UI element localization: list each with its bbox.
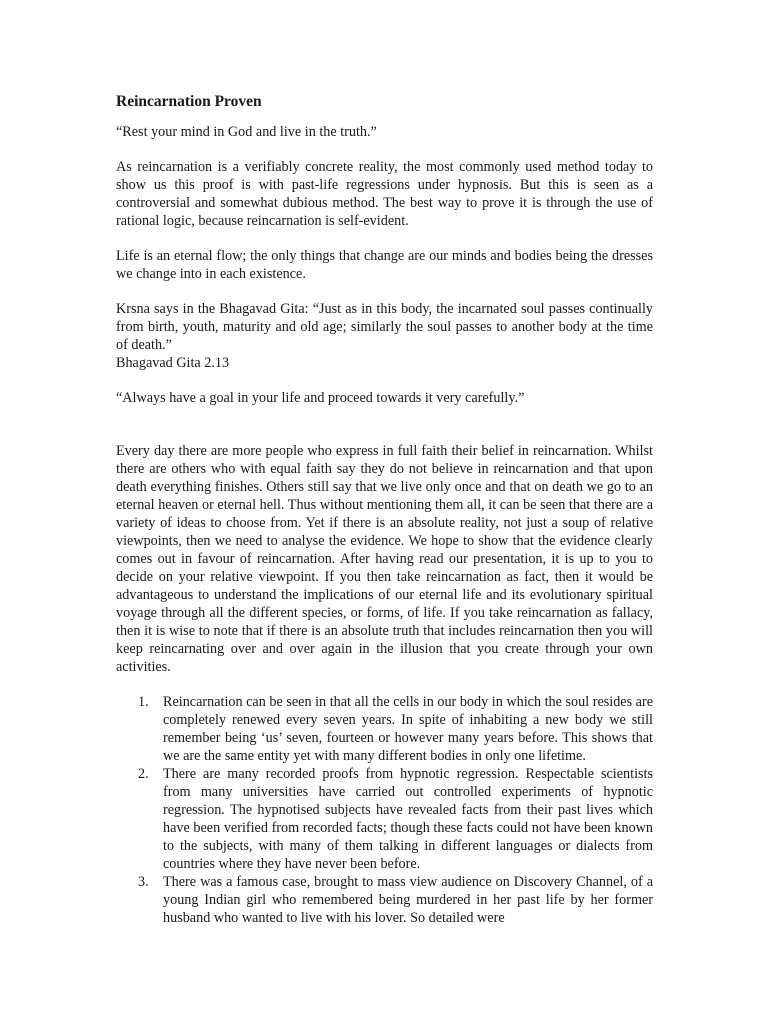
paragraph-eternal-flow: Life is an eternal flow; the only things that change are our minds and bodies being the dresses we change into in each existence.: [116, 248, 653, 282]
evidence-list: [116, 693, 653, 927]
list-item-text: There was a famous case, brought to mass view audience on Discovery Channel, of a young Indian girl who remembered being murdered in her past life by her former husband who wanted to live with his lover. So detailed were: [163, 874, 653, 926]
paragraph-beliefs: Every day there are more people who express in full faith their belief in reincarnation. Whilst there are others who with equal faith say they do not believe in reincarnation and that upon death everything finishes. Others still say that we live only once and that on death we go to an eternal heaven or eternal hell. Thus without mentioning them all, it can be seen that there are a variety of ideas to choose from. Yet if there is an absolute reality, not just a soup of relative viewpoints, then we need to analyse the evidence. We hope to show that the evidence clearly comes out in favour of reincarnation. After having read our presentation, it is up to you to decide on your relative viewpoint. If you then take reincarnation as fact, then it would be advantageous to understand the implications of our eternal life and its evolutionary spiritual voyage through all the different species, or forms, of life. If you take reincarnation as fallacy, then it is wise to note that if there is an absolute truth that includes reincarnation then you will keep reincarnating over and over again in the illusion that you create through your own activities.: [116, 443, 653, 675]
list-item-text: There are many recorded proofs from hypnotic regression. Respectable scientists from many universities have carried out controlled experiments of hypnotic regression. The hypnotised subjects have revealed facts from their past lives which have been verified from recorded facts; though these facts could not have been known to the subjects, with many of them talking in different languages or dialects from countries where they have never been before.: [163, 766, 653, 872]
list-item-text: Reincarnation can be seen in that all the cells in our body in which the soul resides are completely renewed every seven years. In spite of inhabiting a new body we still remember being ‘us’ seven, fourteen or however many years before. This shows that we are the same entity yet with many different bodies in only one lifetime.: [163, 694, 653, 764]
list-item-number: 2.: [138, 766, 149, 782]
list-item: [116, 873, 653, 927]
list-item: [116, 765, 653, 873]
paragraph-krsna-quote: Krsna says in the Bhagavad Gita: “Just as in this body, the incarnated soul passes continually from birth, youth, maturity and old age; similarly the soul passes to another body at the time of death.”: [116, 301, 653, 353]
list-item-number: 1.: [138, 694, 149, 710]
opening-quote: “Rest your mind in God and live in the truth.”: [116, 124, 377, 140]
document-page: [116, 92, 653, 927]
paragraph-intro: As reincarnation is a verifiably concrete reality, the most commonly used method today to show us this proof is with past-life regressions under hypnosis. But this is seen as a controversial and somewhat dubious method. The best way to prove it is through the use of rational logic, because reincarnation is self-evident.: [116, 159, 653, 229]
gita-citation: Bhagavad Gita 2.13: [116, 355, 230, 371]
list-item-number: 3.: [138, 874, 149, 890]
document-title: Reincarnation Proven: [116, 93, 262, 110]
goal-quote: “Always have a goal in your life and proceed towards it very carefully.”: [116, 390, 525, 406]
list-item: [116, 693, 653, 765]
